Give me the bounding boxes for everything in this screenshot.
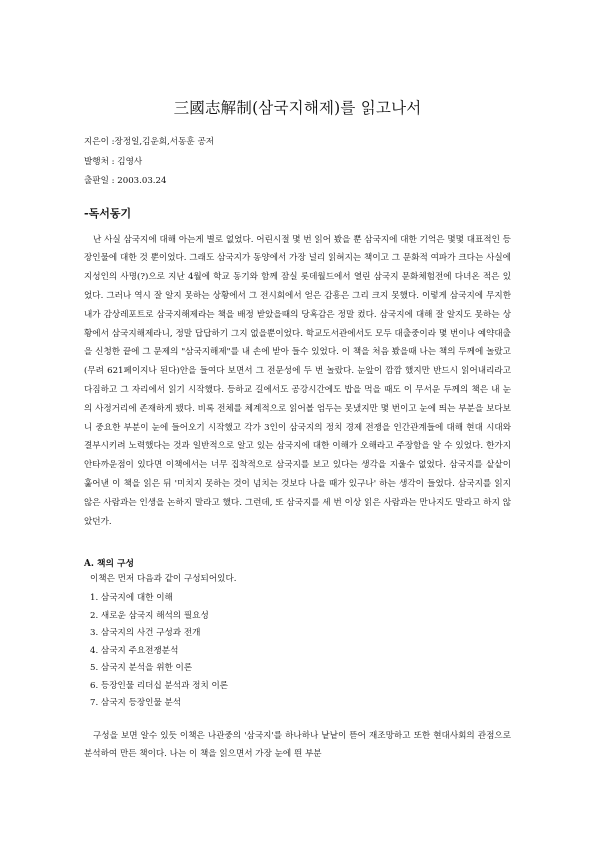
chapter-item: 7. 삼국지 등장인물 분석 bbox=[90, 698, 182, 708]
author-line: 지은이 :장정일,김운회,서동훈 공저 bbox=[84, 137, 215, 147]
chapter-list bbox=[90, 590, 228, 713]
publisher-line: 발행처 : 김영사 bbox=[84, 156, 143, 167]
publish-date-line: 출판일 : 2003.03.24 bbox=[84, 176, 167, 186]
chapter-item: 6. 등장인물 리더십 분석과 정치 이론 bbox=[90, 680, 229, 691]
chapter-item: 5. 삼국지 분석을 위한 이론 bbox=[90, 663, 193, 673]
section-heading-reading-motive: -독서동기 bbox=[84, 207, 132, 220]
reading-motive-paragraph: 난 사실 삼국지에 대해 아는게 별로 없었다. 어린시절 몇 번 읽어 봤을 뿐 삼국지에 대한 기억은 몇몇 대표적인 등장인물에 대한 것 뿐이었다. 그래도 삼국지가 동양에서 가장 널리 읽혀지는 책이고 그 문화적 여파가 크다는 사실에 지성인의 사명(?)으로 지난 4월에 학교 동기와 함께 잠실 롯데월드에서 열린 삼국지 문화체험전에 다녀온 적은 있었다. 그러나 역시 잘 알지 못하는 상황에서 그 전시회에서 얻은 감흥은 그리 크지 못했다. 이렇게 삼국지에 무지한 내가 감상레포트로 삼국지해제라는 책을 배정 받았을때의 당혹감은 정말 컸다. 삼국지에 대해 잘 알지도 못하는 상황에서 삼국지해제라니, 정말 답답하기 그지 없을뿐이었다. 학교도서관에서도 모두 대출중이라 몇 번이나 예약대출을 신청한 끝에 그 문제의 "삼국지해제"를 내 손에 받아 들수 있었다. 이 책을 처음 봤을때 나는 책의 두께에 놀랐고 (무려 621페이지나 된다)안을 들여다 보면서 그 전문성에 두 번 놀랐다. 눈앞이 깜깜 했지만 반드시 읽어내리라고 다짐하고 그 자리에서 읽기 시작했다. 등하교 길에서도 공강시간에도 밥을 먹을 때도 이 무서운 두께의 책은 내 눈의 사정거리에 존재하게 됐다. 비록 전체를 체계적으로 읽어볼 엄두는 못냈지만 몇 번이고 눈에 띄는 부분을 보다보니 중요한 부분이 눈에 들어오기 시작했고 각가 3인이 삼국지의 정치 경제 전쟁을 인간관계들에 대해 현대 시대와 결부시키려 노력했다는 것과 일반적으로 알고 있는 삼국지에 대한 이해가 오해라고 주장함을 알 수 있었다. 한가지 안타까운점이 있다면 이책에서는 너무 집착적으로 삼국지를 보고 있다는 생각을 지울수 없었다. 삼국지를 샅샅이 훑어낸 이 책을 읽은 뒤 '미치지 못하는 것이 넘치는 것보다 나을 때가 있구나' 하는 생각이 들었다. 삼국지를 읽지 않은 사람과는 인생을 논하지 말라고 했다. 그런데, 또 삼국지를 세 번 이상 읽은 사람과는 만나지도 말라고 하지 않았던가. bbox=[84, 234, 511, 527]
composition-intro: 이책은 먼저 다음과 같이 구성되어있다. bbox=[90, 574, 237, 584]
chapter-item: 1. 삼국지에 대한 이해 bbox=[90, 593, 173, 603]
section-heading-composition: A. 책의 구성 bbox=[84, 559, 135, 569]
chapter-item: 3. 삼국지의 사건 구성과 전개 bbox=[90, 628, 201, 638]
book-info bbox=[84, 133, 214, 192]
composition-paragraph: 구성을 보면 알수 있듯 이책은 나관중의 '삼국지'를 하나하나 낱낱이 뜯어 재조망하고 또한 현대사회의 관점으로 분석하여 만든 책이다. 나는 이 책을 읽으면서 가장 눈에 띈 부분 bbox=[84, 730, 511, 760]
chapter-item: 2. 새로운 삼국지 해석의 필요성 bbox=[90, 610, 209, 621]
document-title: 三國志解制(삼국지해제)를 읽고나서 bbox=[173, 99, 422, 117]
chapter-item: 4. 삼국지 주요전쟁분석 bbox=[90, 645, 179, 656]
